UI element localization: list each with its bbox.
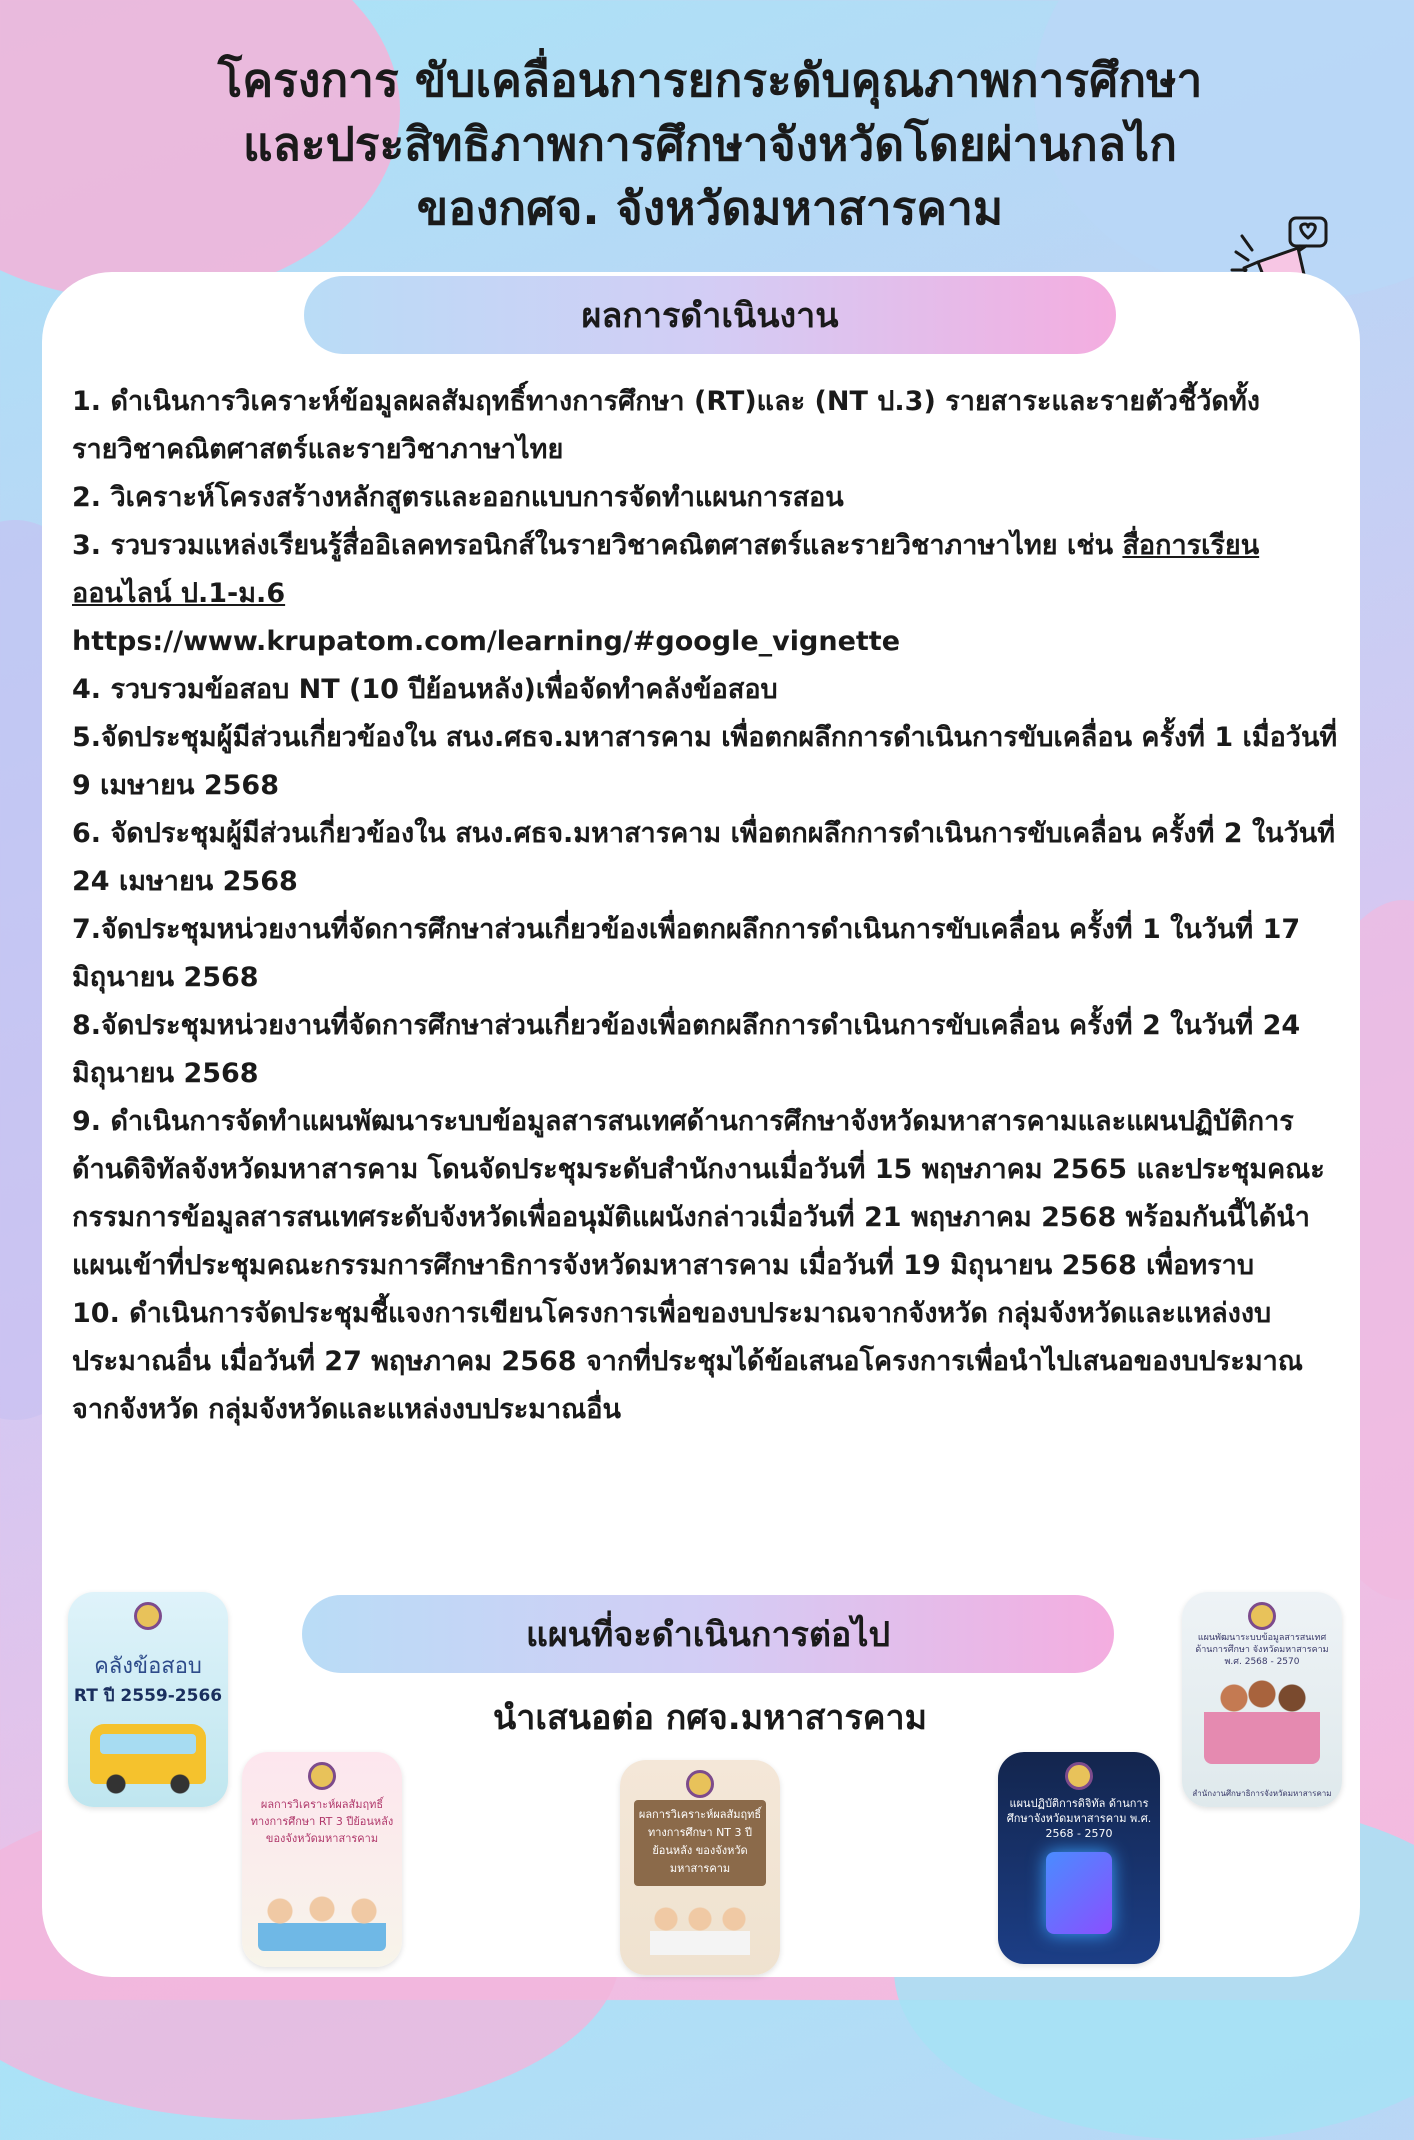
online-media-link[interactable]: สื่อการเรียนออนไลน์ ป.1-ม.6 <box>72 530 1260 609</box>
card-text: แผนพัฒนาระบบข้อมูลสารสนเทศด้านการศึกษา จังหวัดมหาสารคาม พ.ศ. 2568 - 2570 <box>1195 1633 1329 1667</box>
item-text: 3. รวบรวมแหล่งเรียนรู้สื่ออิเลคทรอนิกส์ในรายวิชาคณิตศาสตร์และรายวิชาภาษาไทย เช่น <box>72 530 1123 561</box>
seal-icon <box>308 1762 336 1790</box>
title-line-3: ของกศจ. จังหวัดมหาสารคาม <box>416 181 1004 235</box>
list-item <box>72 522 1342 618</box>
children-illustration <box>258 1893 386 1951</box>
people-illustration <box>1204 1674 1320 1764</box>
school-bus-icon <box>90 1724 206 1784</box>
students-illustration <box>650 1905 750 1955</box>
heart-bubble-icon <box>1290 218 1326 246</box>
seal-icon <box>1248 1602 1276 1630</box>
digital-plan-card <box>998 1752 1160 1964</box>
list-item: 2. วิเคราะห์โครงสร้างหลักสูตรและออกแบบการจัดทำแผนการสอน <box>72 482 844 513</box>
page-title <box>90 48 1330 240</box>
results-heading: ผลการดำเนินงาน <box>304 276 1116 354</box>
list-item: 5.จัดประชุมผู้มีส่วนเกี่ยวข้องใน สนง.ศธจ.มหาสารคาม เพื่อตกผลึกการดำเนินการขับเคลื่อน ครั้งที่ 1 เมื่อวันที่ 9 เมษายน 2568 <box>72 722 1338 801</box>
card-text: ผลการวิเคราะห์ผลสัมฤทธิ์ ทางการศึกษา NT 3 ปีย้อนหลัง ของจังหวัดมหาสารคาม <box>638 1808 762 1875</box>
next-plan-text: นำเสนอต่อ กศจ.มหาสารคาม <box>493 1698 927 1738</box>
ict-plan-card <box>1182 1592 1342 1807</box>
list-item: 6. จัดประชุมผู้มีส่วนเกี่ยวข้องใน สนง.ศธจ.มหาสารคาม เพื่อตกผลึกการดำเนินการขับเคลื่อน ครั้งที่ 2 ในวันที่ 24 เมษายน 2568 <box>72 818 1336 897</box>
list-item: 9. ดำเนินการจัดทำแผนพัฒนาระบบข้อมูลสารสนเทศด้านการศึกษาจังหวัดมหาสารคามและแผนปฏิบัติการด้านดิจิทัลจังหวัดมหาสารคาม โดนจัดประชุมระดับสำนักงานเมื่อวันที่ 15 พฤษภาคม 2565 และประชุมคณะกรรมการข้อมูลสารสนเทศระดับจังหวัดเพื่ออนุมัติแผนังกล่าวเมื่อวันที่ 21 พฤษภาคม 2568 พร้อมกันนี้ได้นำแผนเข้าที่ประชุมคณะกรรมการศึกษาธิการจังหวัดมหาสารคาม เมื่อวันที่ 19 มิถุนายน 2568 เพื่อทราบ <box>72 1106 1325 1281</box>
results-list <box>72 378 1342 1434</box>
seal-icon <box>1065 1762 1093 1790</box>
title-line-2: และประสิทธิภาพการศึกษาจังหวัดโดยผ่านกลไก <box>243 117 1177 171</box>
list-item: 4. รวบรวมข้อสอบ NT (10 ปีย้อนหลัง)เพื่อจัดทำคลังข้อสอบ <box>72 674 778 705</box>
card-subtitle: RT ปี 2559-2566 <box>73 1686 223 1706</box>
url-text[interactable]: https://www.krupatom.com/learning/#google_vignette <box>72 626 901 657</box>
seal-icon <box>134 1602 162 1630</box>
nt-analysis-card <box>620 1760 780 1975</box>
tablet-illustration <box>1046 1852 1112 1934</box>
card-text: ผลการวิเคราะห์ผลสัมฤทธิ์ ทางการศึกษา RT 3 ปีย้อนหลัง ของจังหวัดมหาสารคาม <box>250 1798 394 1845</box>
card-footer: สำนักงานศึกษาธิการจังหวัดมหาสารคาม <box>1192 1789 1332 1798</box>
next-plan-heading: แผนที่จะดำเนินการต่อไป <box>302 1595 1114 1673</box>
list-item: 1. ดำเนินการวิเคราะห์ข้อมูลผลสัมฤทธิ์ทางการศึกษา (RT)และ (NT ป.3) รายสาระและรายตัวชี้วัดทั้งรายวิชาคณิตศาสตร์และรายวิชาภาษาไทย <box>72 386 1260 465</box>
list-item: 8.จัดประชุมหน่วยงานที่จัดการศึกษาส่วนเกี่ยวข้องเพื่อตกผลึกการดำเนินการขับเคลื่อน ครั้งที่ 2 ในวันที่ 24 มิถุนายน 2568 <box>72 1010 1301 1089</box>
list-item: 10. ดำเนินการจัดประชุมชี้แจงการเขียนโครงการเพื่อของบประมาณจากจังหวัด กลุ่มจังหวัดและแหล่งงบประมาณอื่น เมื่อวันที่ 27 พฤษภาคม 2568 จากที่ประชุมได้ข้อเสนอโครงการเพื่อนำไปเสนอของบประมาณจากจังหวัด กลุ่มจังหวัดและแหล่งงบประมาณอื่น <box>72 1298 1303 1425</box>
card-text: แผนปฏิบัติการดิจิทัล ด้านการศึกษาจังหวัดมหาสารคาม พ.ศ. 2568 - 2570 <box>1006 1797 1152 1840</box>
exam-bank-card <box>68 1592 228 1807</box>
list-item: 7.จัดประชุมหน่วยงานที่จัดการศึกษาส่วนเกี่ยวข้องเพื่อตกผลึกการดำเนินการขับเคลื่อน ครั้งที่ 1 ในวันที่ 17 มิถุนายน 2568 <box>72 914 1301 993</box>
title-line-1: โครงการ ขับเคลื่อนการยกระดับคุณภาพการศึกษา <box>217 53 1203 107</box>
rt-analysis-card <box>242 1752 402 1967</box>
card-title: คลังข้อสอบ <box>94 1654 202 1679</box>
seal-icon <box>686 1770 714 1798</box>
